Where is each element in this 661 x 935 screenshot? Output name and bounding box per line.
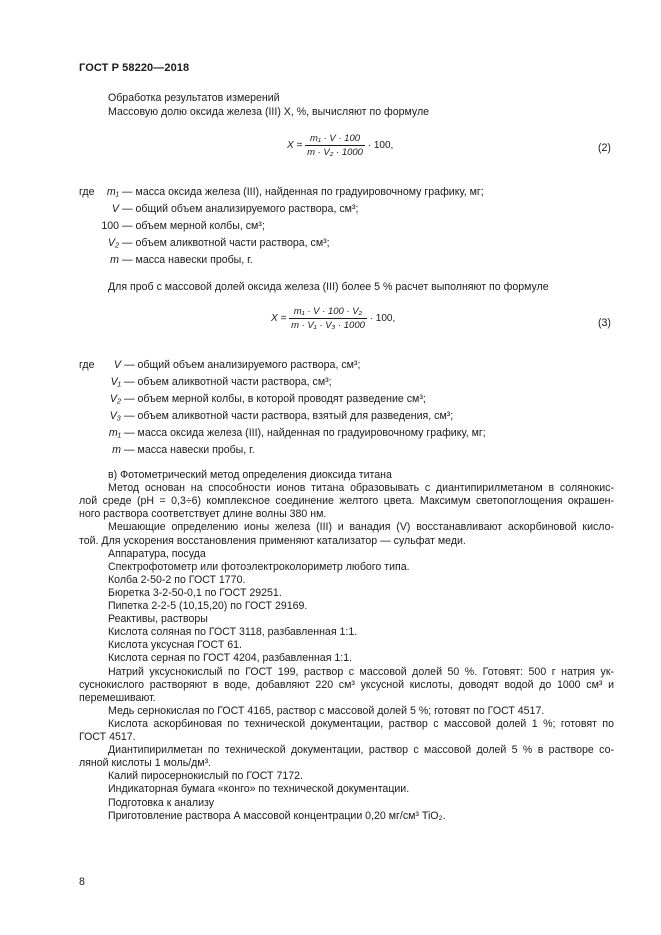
- definition-symbol: 100: [101, 220, 119, 232]
- definition-symbol: V₃: [109, 410, 121, 422]
- body-line: той. Для ускорения восстановления применяют катализатор — сульфат меди.: [79, 535, 466, 547]
- definition-symbol: m₁: [106, 186, 119, 198]
- body-line: Калий пиросернокислый по ГОСТ 7172.: [108, 770, 303, 782]
- body-line: Бюретка 3-2-50-0,1 по ГОСТ 29251.: [108, 587, 282, 599]
- definition-text: — масса навески пробы, г.: [122, 254, 253, 266]
- definition-symbol: V₁: [110, 376, 121, 388]
- definition-text: — масса навески пробы, г.: [124, 444, 255, 456]
- definition-text: — общий объем анализируемого раствора, см³;: [122, 203, 359, 215]
- section-title: Обработка результатов измерений: [108, 92, 280, 104]
- formula-2: [287, 133, 393, 158]
- formula3-intro: Для проб с массовой долей оксида железа (III) более 5 % расчет выполняют по формуле: [108, 281, 549, 293]
- body-line: Кислота серная по ГОСТ 4204, разбавленная 1:1.: [108, 652, 353, 664]
- definition-text: — общий объем анализируемого раствора, см³;: [124, 359, 361, 371]
- definition-prefix: где: [79, 359, 95, 371]
- page-number: 8: [79, 876, 85, 888]
- formula2-fraction: [305, 133, 365, 158]
- formula3-lhs: X =: [271, 313, 287, 325]
- formula2-denominator: m · V₂ · 1000: [307, 147, 363, 158]
- body-line: Кислота аскорбиновая по технической документации, раствор с массовой долей 1 %; готовят по: [108, 718, 614, 730]
- formula2-intro: Массовую долю оксида железа (III) X, %, вычисляют по формуле: [108, 106, 430, 118]
- body-line: Подготовка к анализу: [108, 797, 215, 809]
- body-line: в) Фотометрический метод определения диоксида титана: [108, 469, 392, 481]
- formula2-numerator: m₁ · V · 100: [305, 133, 365, 146]
- body-line: Индикаторная бумага «конго» по технической документации.: [108, 783, 410, 795]
- definition-text: — объем аликвотной части раствора, см³;: [122, 237, 330, 249]
- body-line: Спектрофотометр или фотоэлектроколориметр любого типа.: [108, 561, 410, 573]
- body-line: Аппаратура, посуда: [108, 548, 206, 560]
- body-line: Натрий уксуснокислый по ГОСТ 199, раствор с массовой долей 50 %. Готовят: 500 г натрия ук-: [108, 666, 614, 678]
- body-line: Кислота уксусная ГОСТ 61.: [108, 639, 242, 651]
- body-line: лой среде (рН = 0,3÷6) комплексное соединение желтого цвета. Максимум светопоглощения окрашен-: [79, 495, 614, 507]
- body-line: перемешивают.: [79, 692, 156, 704]
- definition-symbol: m₁: [108, 427, 121, 439]
- formula2-lhs: X =: [287, 140, 303, 152]
- body-line: Мешающие определению ионы железа (III) и ванадия (V) восстанавливают аскорбиновой кисло-: [108, 521, 614, 533]
- formula3-tail: · 100,: [369, 313, 396, 325]
- formula2-number: (2): [598, 142, 611, 154]
- definition-text: — объем мерной колбы, см³;: [122, 220, 265, 232]
- formula3-numerator: m₁ · V · 100 · V₂: [289, 306, 367, 319]
- body-line: Приготовление раствора А массовой концентрации 0,20 мг/см³ TiO₂.: [108, 810, 446, 822]
- body-line: ГОСТ 4517.: [79, 731, 136, 743]
- body-line: Метод основан на способности ионов титана образовывать с диантипирилметаном в солянокис-: [108, 482, 614, 494]
- body-line: Кислота соляная по ГОСТ 3118, разбавленная 1:1.: [108, 626, 358, 638]
- definition-symbol: m: [110, 254, 119, 266]
- formula3-number: (3): [598, 317, 611, 329]
- body-line: суснокислого растворяют в воде, добавляют 220 см³ уксусной кислоты, доводят водой до 1000 см³ и: [79, 679, 614, 691]
- formula2-tail: · 100,: [367, 140, 394, 152]
- formula3-denominator: m · V₁ · V₃ · 1000: [291, 320, 365, 331]
- definition-symbol: V: [113, 359, 121, 371]
- definition-text: — масса оксида железа (III), найденная по градуировочному графику, мг;: [124, 427, 486, 439]
- definition-symbol: m: [112, 444, 121, 456]
- body-line: Медь сернокислая по ГОСТ 4165, раствор с массовой долей 5 %; готовят по ГОСТ 4517.: [108, 705, 545, 717]
- body-line: Пипетка 2-2-5 (10,15,20) по ГОСТ 29169.: [108, 600, 308, 612]
- body-line: Реактивы, растворы: [108, 613, 208, 625]
- definition-symbol: V₂: [109, 393, 121, 405]
- body-line: ного раствора соответствует длине волны 380 нм.: [79, 508, 327, 520]
- body-line: Диантипирилметан по технической документации, раствор с массовой долей 5 % в растворе со-: [108, 744, 614, 756]
- definition-symbol: V: [111, 203, 119, 215]
- formula-3: [271, 306, 395, 331]
- definition-text: — объем мерной колбы, в которой проводят разведение см³;: [124, 393, 426, 405]
- definition-text: — объем аликвотной части раствора, см³;: [124, 376, 332, 388]
- document-header: ГОСТ Р 58220—2018: [79, 62, 190, 74]
- definition-prefix: где: [79, 186, 95, 198]
- definition-symbol: V₂: [107, 237, 119, 249]
- formula3-fraction: [289, 306, 367, 331]
- body-line: Колба 2-50-2 по ГОСТ 1770.: [108, 574, 246, 586]
- definition-text: — объем аликвотной части раствора, взятый для разведения, см³;: [124, 410, 454, 422]
- body-line: ляной кислоты 1 моль/дм³.: [79, 757, 212, 769]
- definition-text: — масса оксида железа (III), найденная по градуировочному графику, мг;: [122, 186, 484, 198]
